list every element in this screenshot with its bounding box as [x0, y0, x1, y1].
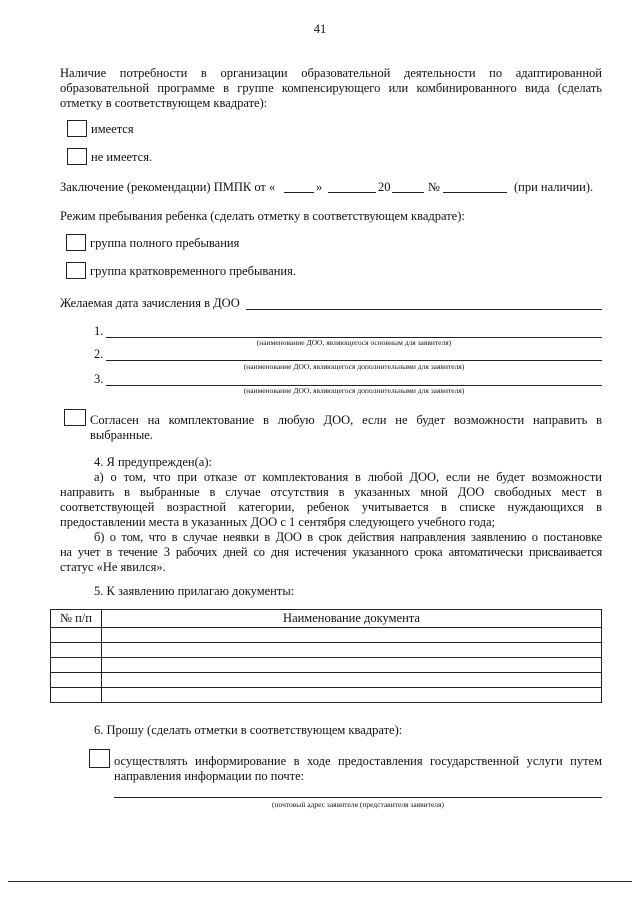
preference-2-field[interactable] [106, 360, 602, 361]
pmpk-day-close: » [316, 180, 323, 194]
page-bottom-rule [8, 881, 632, 882]
stay-short-checkbox[interactable] [66, 262, 86, 279]
enroll-date-field[interactable] [246, 309, 602, 310]
stay-full-label: группа полного пребывания [90, 236, 240, 250]
adapted-program-text-line-2: образовательной программе в группе компенсирующего или комбинированного вида (сделать [60, 81, 602, 95]
documents-title: 5. К заявлению прилагаю документы: [94, 584, 295, 598]
warning-a-line-4: предоставлении места в указанных ДОО с 1 сентября следующего учебного года; [60, 515, 495, 529]
preference-3-caption: (наименование ДОО, являющегося дополнительными для заявителя) [243, 386, 465, 395]
table-row[interactable] [51, 688, 602, 703]
consent-checkbox[interactable] [64, 409, 86, 426]
stay-mode-title: Режим пребывания ребенка (сделать отметку в соответствующем квадрате): [60, 209, 465, 223]
table-row[interactable] [51, 658, 602, 673]
documents-col-name: Наименование документа [102, 610, 602, 628]
consent-text-line-1: Согласен на комплектование в любую ДОО, если не будет возможности направить в [90, 413, 602, 427]
adapted-program-text-line-1: Наличие потребности в организации образовательной деятельности по адаптированной [60, 66, 602, 80]
warning-title: 4. Я предупрежден(а): [94, 455, 212, 469]
adapted-no-label: не имеется. [91, 150, 153, 164]
pmpk-number-field[interactable] [443, 192, 507, 193]
pmpk-prefix: Заключение (рекомендации) ПМПК от « [60, 180, 276, 194]
warning-b-line-2: на учет в течение 3 рабочих дней со дня истечения указанного срока автоматически присваивается [60, 545, 602, 559]
warning-a-line-3: соответствующей возрастной категории, ребенок учитывается в списке нуждающихся в [60, 500, 602, 514]
preference-1-number: 1. [94, 324, 104, 338]
request-mail-checkbox[interactable] [89, 749, 110, 768]
adapted-yes-checkbox[interactable] [67, 120, 87, 137]
table-row[interactable] [51, 673, 602, 688]
preference-1-caption: (наименование ДОО, являющегося основным для заявителя) [256, 338, 452, 347]
enroll-date-label: Желаемая дата зачисления в ДОО [60, 296, 240, 310]
warning-a-line-1: а) о том, что при отказе от комплектования в любой ДОО, если не будет возможности [94, 470, 602, 484]
warning-b-line-3: статус «Не явился». [60, 560, 166, 574]
warning-b-line-1: б) о том, что в случае неявки в ДОО в срок действия направления заявлению о постановке [94, 530, 602, 544]
postal-address-caption: (почтовый адрес заявителя (представителя заявителя) [272, 800, 444, 809]
page-number: 41 [313, 22, 327, 36]
postal-address-field[interactable] [114, 797, 602, 798]
stay-full-checkbox[interactable] [66, 234, 86, 251]
pmpk-year-prefix: 20 [378, 180, 391, 194]
pmpk-year-field[interactable] [392, 192, 424, 193]
adapted-no-checkbox[interactable] [67, 148, 87, 165]
adapted-program-text-line-3: отметку в соответствующем квадрате): [60, 96, 268, 110]
preference-2-number: 2. [94, 347, 104, 361]
documents-col-num: № п/п [51, 610, 102, 628]
table-row[interactable] [51, 643, 602, 658]
consent-text-line-2: выбранные. [90, 428, 153, 442]
request-text-line-2: направления информации по почте: [114, 769, 305, 783]
preference-2-caption: (наименование ДОО, являющегося дополнительными для заявителя) [243, 362, 465, 371]
documents-table [50, 609, 602, 703]
request-title: 6. Прошу (сделать отметки в соответствующем квадрате): [94, 723, 403, 737]
warning-a-line-2: направить в выбранные в случае отсутствия в указанных мной ДОО свободных мест в [60, 485, 602, 499]
pmpk-suffix: (при наличии). [514, 180, 594, 194]
stay-short-label: группа кратковременного пребывания. [90, 264, 296, 278]
pmpk-month-field[interactable] [328, 192, 376, 193]
table-row[interactable] [51, 628, 602, 643]
preference-3-number: 3. [94, 372, 104, 386]
pmpk-number-sign: № [428, 180, 440, 194]
pmpk-day-field[interactable] [284, 192, 314, 193]
adapted-yes-label: имеется [91, 122, 134, 136]
request-text-line-1: осуществлять информирование в ходе предоставления государственной услуги путем [114, 754, 602, 768]
